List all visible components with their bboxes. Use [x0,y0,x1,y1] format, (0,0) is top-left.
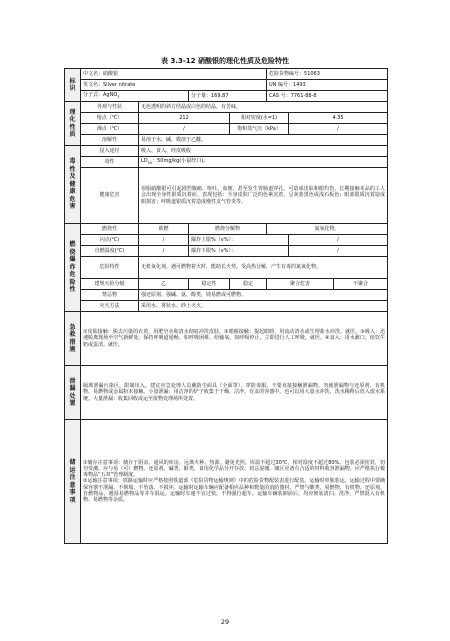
english-name: 英文名：Silver nitrate [81,80,267,91]
stability-value: 稳定 [230,279,267,290]
extinguish-label: 灭火方法 [81,301,139,312]
storage-paragraph: ①储存注意事项：储存于阴凉、通风的库房。远离火种、热源。避免光照。库温不超过30℃，相对湿度不超过80%。包装必须密封，切勿受潮。应与易（可）燃物、还原剂、碱类、醇类、食用化学品分开存放，切忌混储。储区应备有合适的材料收容泄漏物。应严格执行极毒物品“五双”管理制度。 [83,459,386,479]
flammability-label: 燃烧性 [81,224,139,235]
polymerization-label: 聚合危害 [267,279,334,290]
fire-class-value: 乙 [139,279,189,290]
storage-text [81,420,388,544]
table-title: 表 3.3-12 硝酸银的理化性质及危险特性 [161,57,289,65]
explosion-upper-label: 爆炸上限%（v%）： [189,235,289,246]
boiling-point-value: / [139,124,230,135]
explosion-upper-value: / [289,235,388,246]
molecular-weight: 分子量：169.87 [189,91,267,102]
incompatible-label: 禁忌物 [81,290,139,301]
molecular-formula: 分子式：AgNO$_3$ [81,91,189,102]
exposure-route-label: 侵入途径 [81,146,139,157]
section-identification: 标识 [65,69,81,102]
un-number: UN 编号：1493 [267,80,388,91]
boiling-point-label: 沸点（℃） [81,124,139,135]
danger-label: 危险特性 [81,257,139,279]
solubility-label: 溶解性 [81,135,139,146]
autoignition-value: / [139,246,189,257]
hazard-goods-number: 危险货物编号：51063 [267,69,388,80]
density-label: 相对密度(水=1) [230,113,289,124]
flammability-value: 助燃 [139,224,189,235]
chinese-name: 中文名：硝酸银 [81,69,267,80]
toxicity-label: 毒性 [81,157,139,168]
polymerization-value: 不聚合 [334,279,388,290]
emergency-text: ①皮肤接触：脱去污染的衣着，用肥皂水和清水彻底冲洗皮肤。②眼睛接触：提起眼睑，用流动清水或生理盐水冲洗。就医。③吸入：迅速脱离现场至空气新鲜处。保持呼吸道通畅。如呼吸困难，给输氧。如呼吸停止，立即进行人工呼吸。就医。④食入：用水漱口，给饮牛奶或蛋清。就医。 [81,312,388,366]
vapor-pressure-label: 饱和蒸气压（kPa） [230,124,289,135]
section-leak: 泄漏处置 [65,366,81,420]
section-emergency: 急救措施 [65,312,81,366]
flash-point-label: 闪点(℃) [81,235,139,246]
autoignition-label: 自燃温度(℃) [81,246,139,257]
vapor-pressure-value: / [289,124,388,135]
section-storage: 储运注意事项 [65,420,81,544]
density-value: 4.35 [289,113,388,124]
page-number: 29 [220,618,230,626]
appearance-label: 外观与性状 [81,102,139,113]
section-fire: 燃烧爆炸危险性 [65,224,81,312]
danger-value: 无机氧化剂。遇可燃物着火时，能助长火势。受高热分解，产生有毒的氮氧化物。 [139,257,388,279]
melting-point-value: 212 [139,113,230,124]
fire-class-label: 建规火险分级 [81,279,139,290]
flash-point-value: / [139,235,189,246]
toxicity-value: $LD_{50}$：50mg/kg(小鼠经口)。 [139,157,388,168]
cas-number: CAS 号：7761-88-8 [267,91,388,102]
transport-paragraph: ②运输注意事项：铁路运输时应严格按照铁道部《危险货物运输规则》中的危险货物配装表进行配装。运输时单独装运，运输过程中要确保容器不泄漏、不倒塌、不坠落、不损坏。运输时运输车辆应配备相应品种和数量的消防器材。严禁与酸类、易燃物、有机物、还原剂、自燃物品、遇湿易燃物品等并车混运。运输时车速不宜过快，不得强行超车。运输车辆装卸前后，均应彻底清扫、洗净，严禁混入有机物、易燃物等杂质。 [83,478,386,504]
stability-label: 稳定性 [189,279,230,290]
extinguish-value: 采用水、雾状水、砂土灭火。 [139,301,388,312]
hazard-table [64,68,388,544]
melting-point-label: 熔点（℃） [81,113,139,124]
leak-text: 隔离泄漏污染区，限制出入。建议应急处理人员戴防尘面具（全面罩），穿防毒服。不要直接接触泄漏物。勿使泄漏物与还原剂、有机物、易燃物或金属粉末接触。小量泄漏：用洁净的铲子收集于干燥、洁净、有盖的容器中。也可以用大量水冲洗，洗水稀释后放入废水系统。大量泄漏：收集回收或运至废物处理场所处置。 [81,366,388,420]
decomposition-label: 燃烧分解物 [189,224,267,235]
section-physchem: 理化性质 [65,102,81,146]
incompatible-value: 强还原剂、强碱、氨、醇类、镁易燃或可燃物。 [139,290,388,301]
exposure-route-value: 吸入、食入、经皮吸收 [139,146,388,157]
appearance-value: 无色透明的斜方结晶或白色的结晶，有苦味。 [139,102,388,113]
solubility-value: 易溶于水、碱，微溶于乙醚。 [139,135,388,146]
health-hazard-value: 误服硝酸银可引起剧烈腹痛、呕吐、血便，甚至发生胃肠道穿孔。可造成皮肤和眼灼伤。长期接触本品的工人会出现全身性银质沉着症。表现包括：全身皮肤广泛的色素沉着，呈灰蓝黑色或浅石板色；眼部银质沉着造成眼损害；呼吸道银质沉着造成慢性支气管炎等。 [139,168,388,224]
health-hazard-label: 健康危害 [81,168,139,224]
section-toxicity: 毒性及健康危害 [65,146,81,224]
explosion-lower-label: 爆炸下限%（v%）： [189,246,289,257]
explosion-lower-value: / [289,246,388,257]
decomposition-value: 氮氧化物。 [267,224,388,235]
